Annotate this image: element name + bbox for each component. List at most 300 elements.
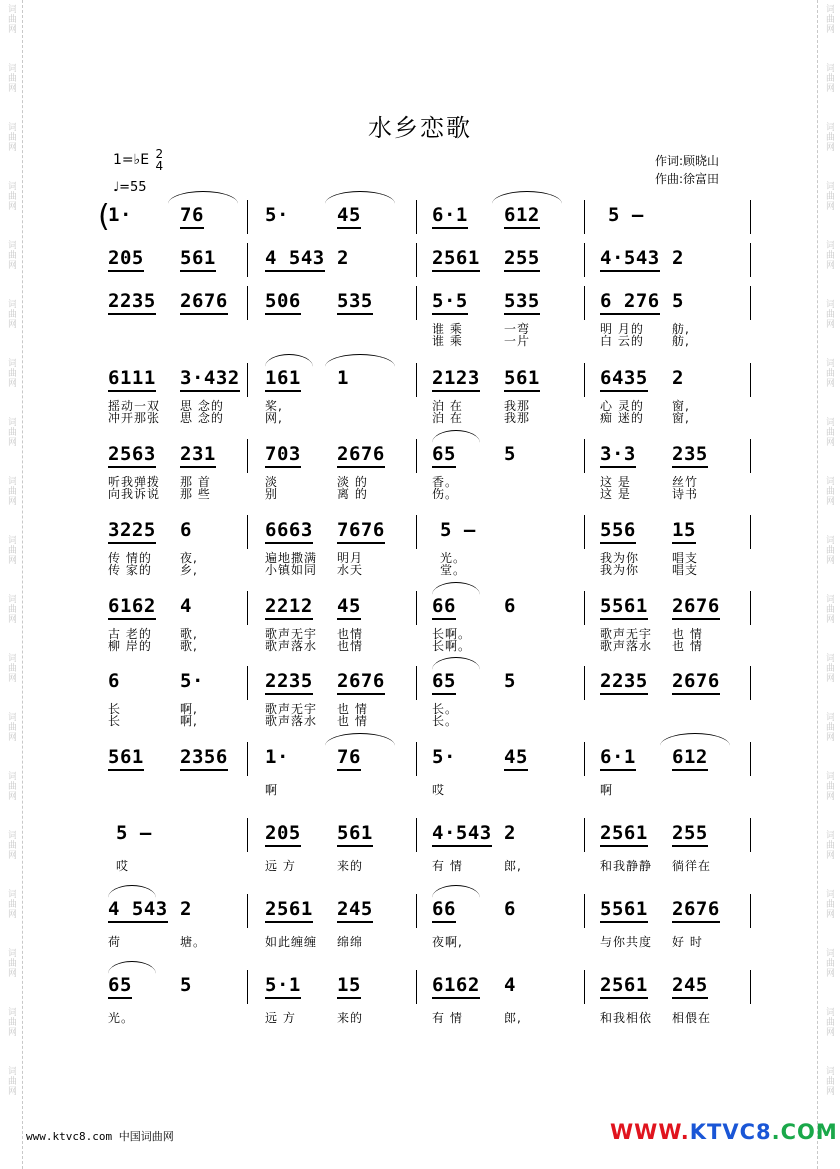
- note-group: 6: [504, 595, 516, 617]
- time-signature-top: 2: [155, 147, 164, 161]
- note-group: 3225: [108, 519, 156, 544]
- margin-mark: 词曲网: [824, 417, 834, 447]
- bar-line: [584, 666, 585, 700]
- bar-line: [750, 243, 751, 277]
- lyric: 啊: [600, 783, 614, 797]
- lyric: 我为你: [600, 563, 640, 577]
- note-group: 6663: [265, 519, 313, 544]
- note-group: 506: [265, 290, 301, 315]
- measure: [265, 960, 415, 1036]
- note-group: 2676: [337, 670, 385, 695]
- lyric: 传 情的: [108, 551, 152, 565]
- margin-mark: 词曲网: [6, 240, 16, 270]
- lyric: 夜啊,: [432, 935, 463, 949]
- bar-line: [416, 286, 417, 320]
- score-row: [90, 505, 760, 581]
- note-group: 255: [504, 247, 540, 272]
- lyric: 啊: [265, 783, 279, 797]
- note-group: 2561: [600, 974, 648, 999]
- margin-mark: 词曲网: [6, 417, 16, 447]
- lyric: 歌,: [180, 627, 198, 641]
- lyric: 明月: [337, 551, 364, 565]
- note-group: 4: [504, 974, 516, 996]
- note-group: 5·: [432, 746, 456, 768]
- note-group: 561: [337, 822, 373, 847]
- lyric: 歌,: [180, 639, 198, 653]
- note-group: 5 —: [608, 204, 644, 226]
- lyric: 谁 乘: [432, 322, 463, 336]
- lyric: 淡: [265, 475, 279, 489]
- lyric: 诗书: [672, 487, 699, 501]
- note-group: 703: [265, 443, 301, 468]
- lyric: 淡 的: [337, 475, 368, 489]
- bar-line: [584, 970, 585, 1004]
- lyric: 夜,: [180, 551, 198, 565]
- measure: [432, 960, 582, 1036]
- note-group: 6162: [432, 974, 480, 999]
- lyric: 也 情: [672, 627, 703, 641]
- lyric: 荷: [108, 935, 122, 949]
- margin-mark: 词曲网: [824, 653, 834, 683]
- note-group: 45: [337, 595, 361, 620]
- measure: [265, 276, 415, 352]
- margin-mark: 词曲网: [6, 653, 16, 683]
- lyric: 白 云的: [600, 334, 644, 348]
- bar-line: [750, 742, 751, 776]
- lyric: 也 情: [672, 639, 703, 653]
- measure: [600, 960, 750, 1036]
- lyric: 郎,: [504, 1011, 522, 1025]
- lyric: 哎: [432, 783, 446, 797]
- note-group: 561: [504, 367, 540, 392]
- left-margin-watermark: [0, 0, 23, 1169]
- note-group: 65: [108, 974, 132, 999]
- lyric: 有 情: [432, 859, 463, 873]
- lyric: 柳 岸的: [108, 639, 152, 653]
- note-group: 2676: [672, 898, 720, 923]
- lyric: 小镇如同: [265, 563, 318, 577]
- credits: [655, 152, 719, 188]
- note-group: 161: [265, 367, 301, 392]
- lyric: 远 方: [265, 859, 296, 873]
- lyric: 长。: [432, 702, 459, 716]
- note-group: 5·: [180, 670, 204, 692]
- bar-line: [416, 818, 417, 852]
- lyric: 光。: [108, 1011, 135, 1025]
- bar-line: [416, 515, 417, 549]
- bar-line: [584, 243, 585, 277]
- bar-line: [584, 200, 585, 234]
- measure: [432, 732, 582, 808]
- bar-line: [750, 666, 751, 700]
- note-group: 5561: [600, 595, 648, 620]
- note-group: 535: [504, 290, 540, 315]
- note-group: 15: [672, 519, 696, 544]
- lyric: 也 情: [337, 702, 368, 716]
- measure: [108, 732, 248, 808]
- lyric: 也 情: [337, 714, 368, 728]
- measure: [108, 429, 248, 505]
- margin-mark: 词曲网: [824, 712, 834, 742]
- lyric: 泊 在: [432, 399, 463, 413]
- note-group: 2123: [432, 367, 480, 392]
- measure: [108, 808, 248, 884]
- note-group: 612: [672, 746, 708, 771]
- lyric: 光。: [440, 551, 467, 565]
- score-row: [90, 429, 760, 505]
- score-row: [90, 808, 760, 884]
- note-group: 5: [504, 443, 516, 465]
- measure: [265, 808, 415, 884]
- lyric: 长。: [432, 714, 459, 728]
- bar-line: [750, 515, 751, 549]
- margin-mark: 词曲网: [824, 594, 834, 624]
- note-group: 3·432: [180, 367, 240, 392]
- margin-mark: 词曲网: [824, 476, 834, 506]
- score-row: [90, 581, 760, 657]
- measure: [265, 884, 415, 960]
- margin-mark: 词曲网: [6, 181, 16, 211]
- lyric: 泊 在: [432, 411, 463, 425]
- lyric: 有 情: [432, 1011, 463, 1025]
- margin-mark: 词曲网: [6, 476, 16, 506]
- lyric: 歌声落水: [265, 639, 318, 653]
- lyric: 歌声无宇: [265, 627, 318, 641]
- lyric: 遍地撒满: [265, 551, 318, 565]
- note-group: 5·5: [432, 290, 468, 315]
- note-group: 4 543: [108, 898, 168, 923]
- note-group: 205: [265, 822, 301, 847]
- measure: [432, 276, 582, 352]
- note-group: 2561: [432, 247, 480, 272]
- note-group: 2676: [180, 290, 228, 315]
- note-group: 255: [672, 822, 708, 847]
- note-group: 5: [180, 974, 192, 996]
- note-group: 5561: [600, 898, 648, 923]
- margin-mark: 词曲网: [824, 63, 834, 93]
- bar-line: [416, 591, 417, 625]
- score-row: [90, 960, 760, 1036]
- lyric: 啊,: [180, 714, 198, 728]
- note-group: 66: [432, 898, 456, 923]
- note-group: 6: [504, 898, 516, 920]
- bar-line: [416, 970, 417, 1004]
- lyric: 啊,: [180, 702, 198, 716]
- measure: [600, 581, 750, 657]
- lyric: 水天: [337, 563, 364, 577]
- margin-mark: 词曲网: [6, 535, 16, 565]
- lyric: 网,: [265, 411, 283, 425]
- note-group: 4·543: [432, 822, 492, 847]
- note-group: 5·1: [265, 974, 301, 999]
- bar-line: [416, 439, 417, 473]
- lyric: 伤。: [432, 487, 459, 501]
- lyric: 绵绵: [337, 935, 364, 949]
- note-group: 6 276: [600, 290, 660, 315]
- lyric: 明 月的: [600, 322, 644, 336]
- lyric: 来的: [337, 1011, 364, 1025]
- lyric: 歌声无宇: [265, 702, 318, 716]
- note-group: 561: [180, 247, 216, 272]
- measure: [600, 429, 750, 505]
- margin-mark: 词曲网: [824, 1066, 834, 1096]
- footer-logo: WWW.KTVC8.COM: [610, 1120, 838, 1144]
- bar-line: [584, 363, 585, 397]
- lyric: 这 是: [600, 487, 631, 501]
- note-group: 205: [108, 247, 144, 272]
- right-margin-watermark: [817, 0, 840, 1169]
- measure: [108, 505, 248, 581]
- song-title: 水乡恋歌: [368, 114, 472, 142]
- lyric: 思 念的: [180, 411, 224, 425]
- lyric: 塘。: [180, 935, 207, 949]
- key-signature: 1=♭E 2 4: [113, 147, 164, 173]
- margin-mark: 词曲网: [6, 889, 16, 919]
- note-group: 6: [180, 519, 192, 541]
- note-group: 2235: [108, 290, 156, 315]
- lyric: 向我诉说: [108, 487, 161, 501]
- lyric: 古 老的: [108, 627, 152, 641]
- bar-line: [750, 286, 751, 320]
- measure: [600, 656, 750, 732]
- lyric: 舫,: [672, 334, 690, 348]
- margin-mark: 词曲网: [6, 122, 16, 152]
- note-group: 2676: [337, 443, 385, 468]
- note-group: 2676: [672, 670, 720, 695]
- bar-line: [416, 243, 417, 277]
- bar-line: [416, 666, 417, 700]
- lyric: 那 首: [180, 475, 211, 489]
- lyric: 徜徉在: [672, 859, 712, 873]
- bar-line: [750, 970, 751, 1004]
- lyric: 听我弹拨: [108, 475, 161, 489]
- lyric: 好 时: [672, 935, 703, 949]
- bar-line: [750, 591, 751, 625]
- margin-mark: 词曲网: [6, 299, 16, 329]
- lyric: 也情: [337, 627, 364, 641]
- margin-mark: 词曲网: [824, 4, 834, 34]
- score-row: [90, 276, 760, 352]
- note-group: 5: [504, 670, 516, 692]
- lyric: 我那: [504, 399, 531, 413]
- bar-line: [750, 363, 751, 397]
- tempo-marking: ♩=55: [113, 180, 147, 195]
- note-group: 245: [672, 974, 708, 999]
- margin-mark: 词曲网: [6, 594, 16, 624]
- lyric: 窗,: [672, 411, 690, 425]
- lyric: 和我相依: [600, 1011, 653, 1025]
- margin-mark: 词曲网: [824, 948, 834, 978]
- note-group: 65: [432, 443, 456, 468]
- margin-mark: 词曲网: [6, 830, 16, 860]
- score-row: [90, 884, 760, 960]
- note-group: 4: [180, 595, 192, 617]
- note-group: 2: [180, 898, 192, 920]
- lyric: 心 灵的: [600, 399, 644, 413]
- bar-line: [750, 894, 751, 928]
- lyric: 长: [108, 702, 122, 716]
- note-group: 45: [337, 204, 361, 229]
- lyric: 如此缠缠: [265, 935, 318, 949]
- bar-line: [750, 200, 751, 234]
- lyric: 歌声落水: [600, 639, 653, 653]
- lyric: 痴 迷的: [600, 411, 644, 425]
- note-group: 76: [180, 204, 204, 229]
- bar-line: [584, 818, 585, 852]
- lyric: 思 念的: [180, 399, 224, 413]
- score-row: [90, 732, 760, 808]
- footer-site-text: www.ktvc8.com 中国词曲网: [26, 1130, 174, 1143]
- lyric: 郎,: [504, 859, 522, 873]
- lyric: 相偎在: [672, 1011, 712, 1025]
- bar-line: [584, 742, 585, 776]
- lyric: 与你共度: [600, 935, 653, 949]
- note-group: 1·: [265, 746, 289, 768]
- margin-mark: 词曲网: [824, 181, 834, 211]
- bar-line: [584, 894, 585, 928]
- margin-mark: 词曲网: [824, 240, 834, 270]
- lyric: 我那: [504, 411, 531, 425]
- note-group: 2: [672, 247, 684, 269]
- note-group: 4·543: [600, 247, 660, 272]
- score-row: [90, 353, 760, 429]
- bar-line: [416, 363, 417, 397]
- note-group: 66: [432, 595, 456, 620]
- note-group: 2356: [180, 746, 228, 771]
- margin-mark: 词曲网: [6, 948, 16, 978]
- lyric: 香。: [432, 475, 459, 489]
- lyric: 我为你: [600, 551, 640, 565]
- note-group: 2: [504, 822, 516, 844]
- bar-line: [584, 515, 585, 549]
- lyric: 和我静静: [600, 859, 653, 873]
- lyric: 那 些: [180, 487, 211, 501]
- lyric: 传 家的: [108, 563, 152, 577]
- measure: [600, 353, 750, 429]
- margin-mark: 词曲网: [824, 122, 834, 152]
- measure: [600, 808, 750, 884]
- note-group: 2561: [265, 898, 313, 923]
- margin-mark: 词曲网: [824, 830, 834, 860]
- lyric: 唱支: [672, 563, 699, 577]
- bar-line: [750, 818, 751, 852]
- note-group: 6·1: [432, 204, 468, 229]
- note-group: 6435: [600, 367, 648, 392]
- lyric: 唱支: [672, 551, 699, 565]
- note-group: 2235: [265, 670, 313, 695]
- lyric: 谁 乘: [432, 334, 463, 348]
- measure: [108, 581, 248, 657]
- measure: [600, 505, 750, 581]
- note-group: 2: [672, 367, 684, 389]
- note-group: 6·1: [600, 746, 636, 771]
- bar-line: [584, 439, 585, 473]
- lyric: 堂。: [440, 563, 467, 577]
- score-row: [90, 656, 760, 732]
- time-signature-bottom: 4: [155, 159, 164, 173]
- measure: [108, 656, 248, 732]
- lyric: 长: [108, 714, 122, 728]
- margin-mark: 词曲网: [6, 63, 16, 93]
- lyric: 长啊。: [432, 639, 472, 653]
- note-group: 4 543: [265, 247, 325, 272]
- measure: [108, 276, 248, 352]
- note-group: 65: [432, 670, 456, 695]
- measure: [432, 808, 582, 884]
- lyric: 来的: [337, 859, 364, 873]
- margin-mark: 词曲网: [6, 771, 16, 801]
- measure: [432, 505, 582, 581]
- note-group: 2561: [600, 822, 648, 847]
- bar-line: [416, 742, 417, 776]
- note-group: 45: [504, 746, 528, 771]
- lyric: 乡,: [180, 563, 198, 577]
- lyric: 远 方: [265, 1011, 296, 1025]
- note-group: 612: [504, 204, 540, 229]
- note-group: 1: [337, 367, 349, 389]
- lyric: 别: [265, 487, 279, 501]
- margin-mark: 词曲网: [6, 4, 16, 34]
- lyric: 一片: [504, 334, 531, 348]
- note-group: 2563: [108, 443, 156, 468]
- lyric: 摇动一双: [108, 399, 161, 413]
- bar-line: [584, 591, 585, 625]
- bar-line: [584, 286, 585, 320]
- note-group: 2235: [600, 670, 648, 695]
- margin-mark: 词曲网: [6, 1066, 16, 1096]
- lyric: 这 是: [600, 475, 631, 489]
- note-group: 5 —: [116, 822, 152, 844]
- note-group: 6: [108, 670, 120, 692]
- margin-mark: 词曲网: [824, 771, 834, 801]
- lyric: 一弯: [504, 322, 531, 336]
- lyric: 长啊。: [432, 627, 472, 641]
- opening-bracket: (: [98, 199, 110, 234]
- margin-mark: 词曲网: [6, 358, 16, 388]
- note-group: 245: [337, 898, 373, 923]
- note-group: 7676: [337, 519, 385, 544]
- lyric: 冲开那张: [108, 411, 161, 425]
- note-group: 556: [600, 519, 636, 544]
- note-group: 5 —: [440, 519, 476, 541]
- lyric: 离 的: [337, 487, 368, 501]
- note-group: 76: [337, 746, 361, 771]
- note-group: 231: [180, 443, 216, 468]
- lyric: 哎: [116, 859, 130, 873]
- margin-mark: 词曲网: [6, 712, 16, 742]
- margin-mark: 词曲网: [824, 1007, 834, 1037]
- measure: [108, 353, 248, 429]
- note-group: 5: [672, 290, 684, 312]
- bar-line: [416, 894, 417, 928]
- lyric: 丝竹: [672, 475, 699, 489]
- lyric: 也情: [337, 639, 364, 653]
- composer: 作曲:徐富田: [655, 172, 720, 186]
- lyricist: 作词:顾晓山: [655, 154, 720, 168]
- note-group: 235: [672, 443, 708, 468]
- lyric: 歌声无宇: [600, 627, 653, 641]
- note-group: 561: [108, 746, 144, 771]
- note-group: 2: [337, 247, 349, 269]
- lyric: 窗,: [672, 399, 690, 413]
- bar-line: [750, 439, 751, 473]
- note-group: 5·: [265, 204, 289, 226]
- measure: [265, 581, 415, 657]
- note-group: 2676: [672, 595, 720, 620]
- margin-mark: 词曲网: [824, 299, 834, 329]
- margin-mark: 词曲网: [824, 535, 834, 565]
- note-group: 15: [337, 974, 361, 999]
